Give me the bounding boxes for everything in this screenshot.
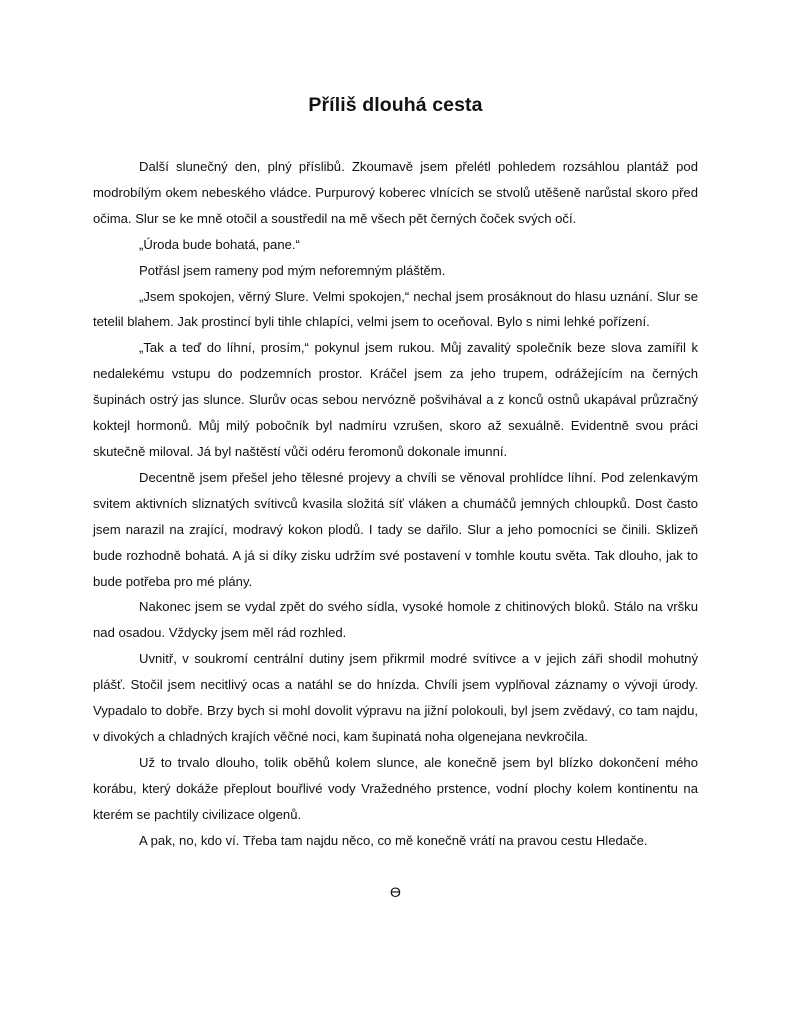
- document-title: Příliš dlouhá cesta: [308, 94, 483, 116]
- document-body: [93, 154, 698, 853]
- paragraph: „Úroda bude bohatá, pane.“: [139, 236, 300, 252]
- end-of-chapter-mark: ϴ: [390, 884, 401, 900]
- paragraph: „Tak a teď do líhní, prosím,“ pokynul jsem rukou. Můj zavalitý společník beze slova zamířil k nedalekému vstupu do podzemních prostor. Kráčel jsem za jeho trupem, odrážejícím na černých šupinách ostrý jas slunce. Slurův ocas sebou nervózně pošvihával a z konců ostnů ukapával průzračný koktejl hormonů. Můj milý pobočník byl nadmíru vzrušen, skoro až sexuálně. Evidentně svou práci skutečně miloval. Já byl naštěstí vůči odéru feromonů dokonale imunní.: [93, 340, 698, 459]
- paragraph: „Jsem spokojen, věrný Slure. Velmi spokojen,“ nechal jsem prosáknout do hlasu uznání. Slur se tetelil blahem. Jak prostincí byli tihle chlapíci, velmi jsem to oceňoval. Bylo s nimi lehké pořízení.: [93, 288, 698, 330]
- paragraph: A pak, no, kdo ví. Třeba tam najdu něco, co mě konečně vrátí na pravou cestu Hledače.: [139, 832, 648, 848]
- paragraph: Potřásl jsem rameny pod mým neforemným pláštěm.: [139, 262, 446, 278]
- paragraph: Decentně jsem přešel jeho tělesné projevy a chvíli se věnoval prohlídce líhní. Pod zelenkavým svitem aktivních sliznatých svítivců kvasila složitá síť vláken a chumáčů jemných chloupků. Dost často jsem narazil na zrající, modravý kokon plodů. I tady se dařilo. Slur a jeho pomocníci se činili. Sklizeň bude rozhodně bohatá. A já si díky zisku udržím své postavení v tomhle koutu světa. Tak dlouho, jak to bude potřeba pro mé plány.: [93, 469, 698, 589]
- paragraph: Uvnitř, v soukromí centrální dutiny jsem přikrmil modré svítivce a v jejich záři shodil mohutný plášť. Stočil jsem necitlivý ocas a natáhl se do hnízda. Chvíli jsem vyplňoval záznamy o vývoji úrody. Vypadalo to dobře. Brzy bych si mohl dovolit výpravu na jižní polokouli, byl jsem zvědavý, co tam najdu, v divokých a chladných krajích věčné noci, kam šupinatá noha olgenejana nevkročila.: [93, 651, 698, 744]
- paragraph: Nakonec jsem se vydal zpět do svého sídla, vysoké homole z chitinových bloků. Stálo na vršku nad osadou. Vždycky jsem měl rád rozhled.: [93, 599, 698, 641]
- paragraph: Další slunečný den, plný příslibů. Zkoumavě jsem přelétl pohledem rozsáhlou plantáž pod modrobílým okem nebeského vládce. Purpurový koberec vlnících se stvolů utěšeně narůstal skoro před očima. Slur se ke mně otočil a soustředil na mě všech pět černých čoček svých očí.: [93, 159, 698, 226]
- paragraph: Už to trvalo dlouho, tolik oběhů kolem slunce, ale konečně jsem byl blízko dokončení mého korábu, který dokáže přeplout bouřlivé vody Vražedného prstence, vodní plochy kolem kontinentu na kterém se pachtily civilizace olgenů.: [93, 754, 698, 822]
